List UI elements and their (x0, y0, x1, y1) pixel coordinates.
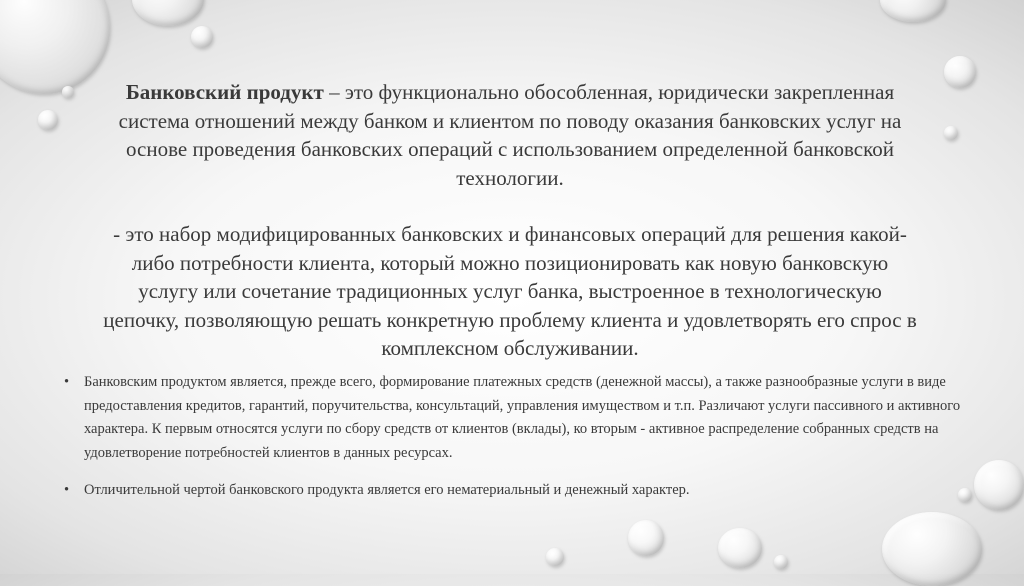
water-drop-decoration (718, 528, 762, 568)
water-drop-decoration (774, 555, 788, 569)
water-drop-decoration (628, 520, 664, 556)
bullet-text: Банковским продуктом является, прежде всего, формирование платежных средств (денежной массы), а также разнообразные услуги в виде предоставления кредитов, гарантий, поручительства, консультаций, управления имуществом и т.п. Различают услуги пассивного и активного характера. К первым относятся услуги по сбору средств от клиентов (вклады), ко вторым - активное распределение собранных средств на удовлетворение потребностей клиентов в данных ресурсах. (84, 374, 961, 461)
bullet-text: Отличительной чертой банковского продукта является его нематериальный и денежный характер. (84, 482, 690, 498)
water-drop-decoration (974, 460, 1024, 510)
bullet-marker: • (64, 482, 70, 498)
water-drop-decoration (191, 26, 213, 48)
bullet-item (62, 479, 974, 503)
water-drop-decoration (132, 0, 204, 26)
definition-paragraph-2: - это набор модифицированных банковских и финансовых операций для решения какой-либо потребности клиента, который можно позиционировать как новую банковскую услугу или сочетание традиционных услуг банка, выстроенное в технологическую цепочку, позволяющую решать конкретную проблему клиента и удовлетворять его спрос в комплексном обслуживании. (103, 222, 917, 360)
water-drop-decoration (38, 110, 58, 130)
water-drop-decoration (546, 548, 564, 566)
definition-term: Банковский продукт (125, 80, 324, 104)
water-drop-decoration (880, 0, 946, 22)
water-drop-decoration (944, 126, 958, 140)
definition-paragraph-1 (100, 78, 920, 192)
bullet-item (62, 371, 974, 465)
paragraph-gap (100, 192, 920, 220)
definition-block (100, 78, 920, 363)
definition-text: – это функционально обособленная, юридически закрепленная система отношений между банком и клиентом по поводу оказания банковских услуг на основе проведения банковских операций с использованием определенной банковской технологии. (118, 80, 902, 190)
bullet-marker: • (64, 374, 70, 390)
bullet-list (62, 371, 974, 503)
water-drop-decoration (62, 86, 74, 98)
water-drop-decoration (944, 56, 976, 88)
water-drop-decoration (882, 512, 982, 586)
water-drop-decoration (0, 0, 110, 94)
